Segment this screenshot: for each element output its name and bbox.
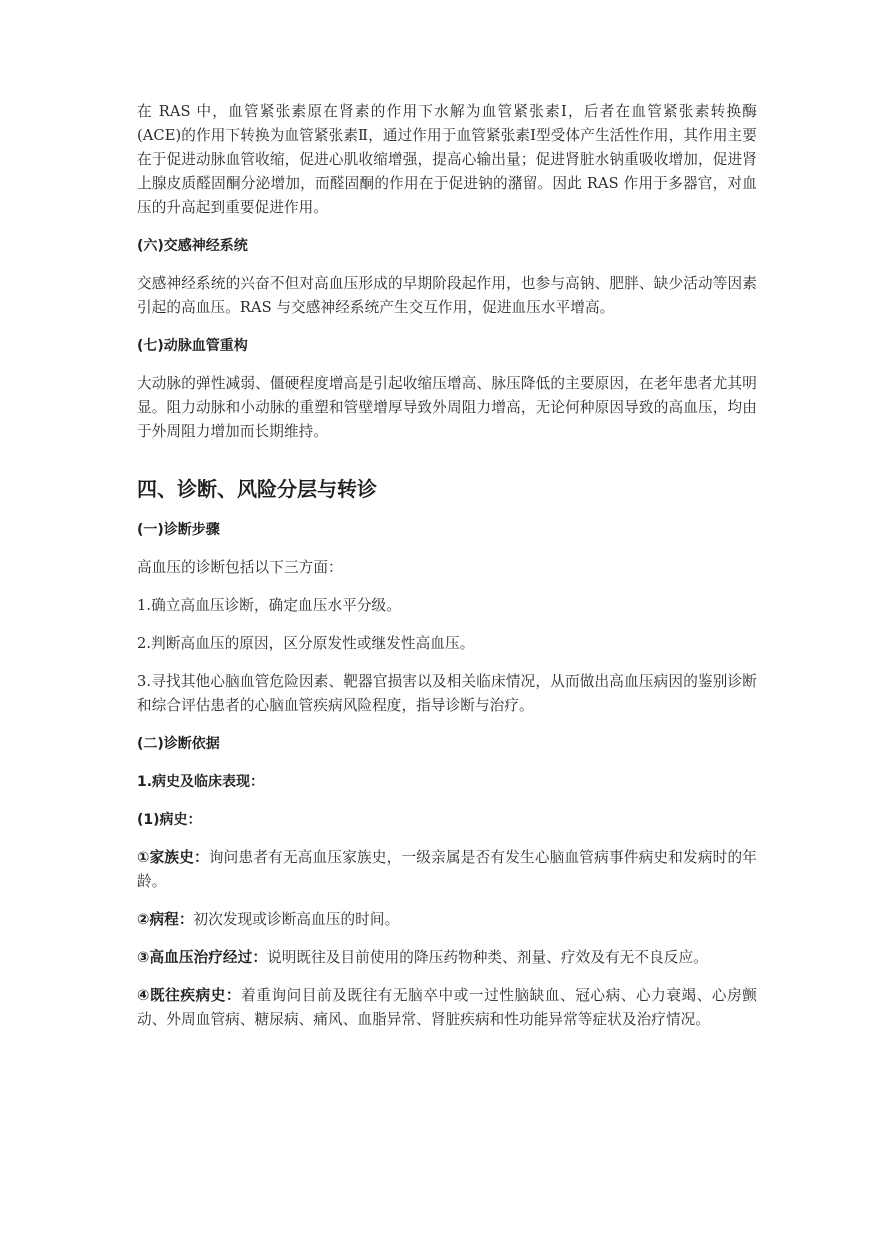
item-text: 询问患者有无高血压家族史，一级亲属是否有发生心脑血管病事件病史和发病时的年龄。 (137, 849, 758, 890)
list-item-course (137, 908, 757, 932)
item-text: 初次发现或诊断高血压的时间。 (193, 911, 400, 928)
paragraph-step-3: 3.寻找其他心脑血管危险因素、靶器官损害以及相关临床情况，从而做出高血压病因的鉴别诊断和综合评估患者的心脑血管疾病风险程度，指导诊断与治疗。 (137, 673, 757, 714)
list-item-treatment-history (137, 946, 757, 970)
heading-diagnosis-basis: (二)诊断依据 (137, 736, 220, 752)
item-text: 着重询问目前及既往有无脑卒中或一过性脑缺血、冠心病、心力衰竭、心房颤动、外周血管病、糖尿病、痛风、血脂异常、肾脏疾病和性功能异常等症状及治疗情况。 (137, 987, 758, 1028)
heading-diagnosis-steps: (一)诊断步骤 (137, 522, 220, 538)
document-page (137, 100, 757, 1046)
paragraph-arterial-remodeling: 大动脉的弹性减弱、僵硬程度增高是引起收缩压增高、脉压降低的主要原因，在老年患者尤其明显。阻力动脉和小动脉的重塑和管壁增厚导致外周阻力增高，无论何种原因导致的高血压，均由于外周阻力增加而长期维持。 (137, 375, 757, 440)
item-label: ③高血压治疗经过： (137, 949, 268, 966)
heading-medical-history: (1)病史： (137, 812, 202, 828)
section-heading-diagnosis: 四、诊断、风险分层与转诊 (137, 477, 377, 501)
heading-sympathetic-nervous-system: (六)交感神经系统 (137, 238, 248, 254)
paragraph-sympathetic: 交感神经系统的兴奋不但对高血压形成的早期阶段起作用，也参与高钠、肥胖、缺少活动等因素引起的高血压。RAS 与交感神经系统产生交互作用，促进血压水平增高。 (137, 275, 757, 316)
heading-arterial-remodeling: (七)动脉血管重构 (137, 338, 248, 354)
item-text: 说明既往及目前使用的降压药物种类、剂量、疗效及有无不良反应。 (267, 949, 708, 966)
paragraph-step-1: 1.确立高血压诊断，确定血压水平分级。 (137, 597, 401, 614)
list-item-family-history (137, 846, 757, 894)
list-item-past-diseases (137, 984, 757, 1032)
heading-history-clinical: 1.病史及临床表现： (137, 774, 265, 790)
paragraph-step-2: 2.判断高血压的原因，区分原发性或继发性高血压。 (137, 635, 475, 652)
paragraph-ras: 在 RAS 中，血管紧张素原在肾素的作用下水解为血管紧张素Ⅰ，后者在血管紧张素转换酶(ACE)的作用下转换为血管紧张素Ⅱ，通过作用于血管紧张素Ⅰ型受体产生活性作用，其作用主要在于促进动脉血管收缩，促进心肌收缩增强，提高心输出量；促进肾脏水钠重吸收增加，促进肾上腺皮质醛固酮分泌增加，而醛固酮的作用在于促进钠的潴留。因此 RAS 作用于多器官，对血压的升高起到重要促进作用。 (137, 103, 757, 216)
item-label: ②病程： (137, 911, 194, 928)
item-label: ①家族史： (137, 849, 209, 866)
item-label: ④既往疾病史： (137, 987, 242, 1004)
paragraph-diagnosis-intro: 高血压的诊断包括以下三方面： (137, 559, 343, 576)
